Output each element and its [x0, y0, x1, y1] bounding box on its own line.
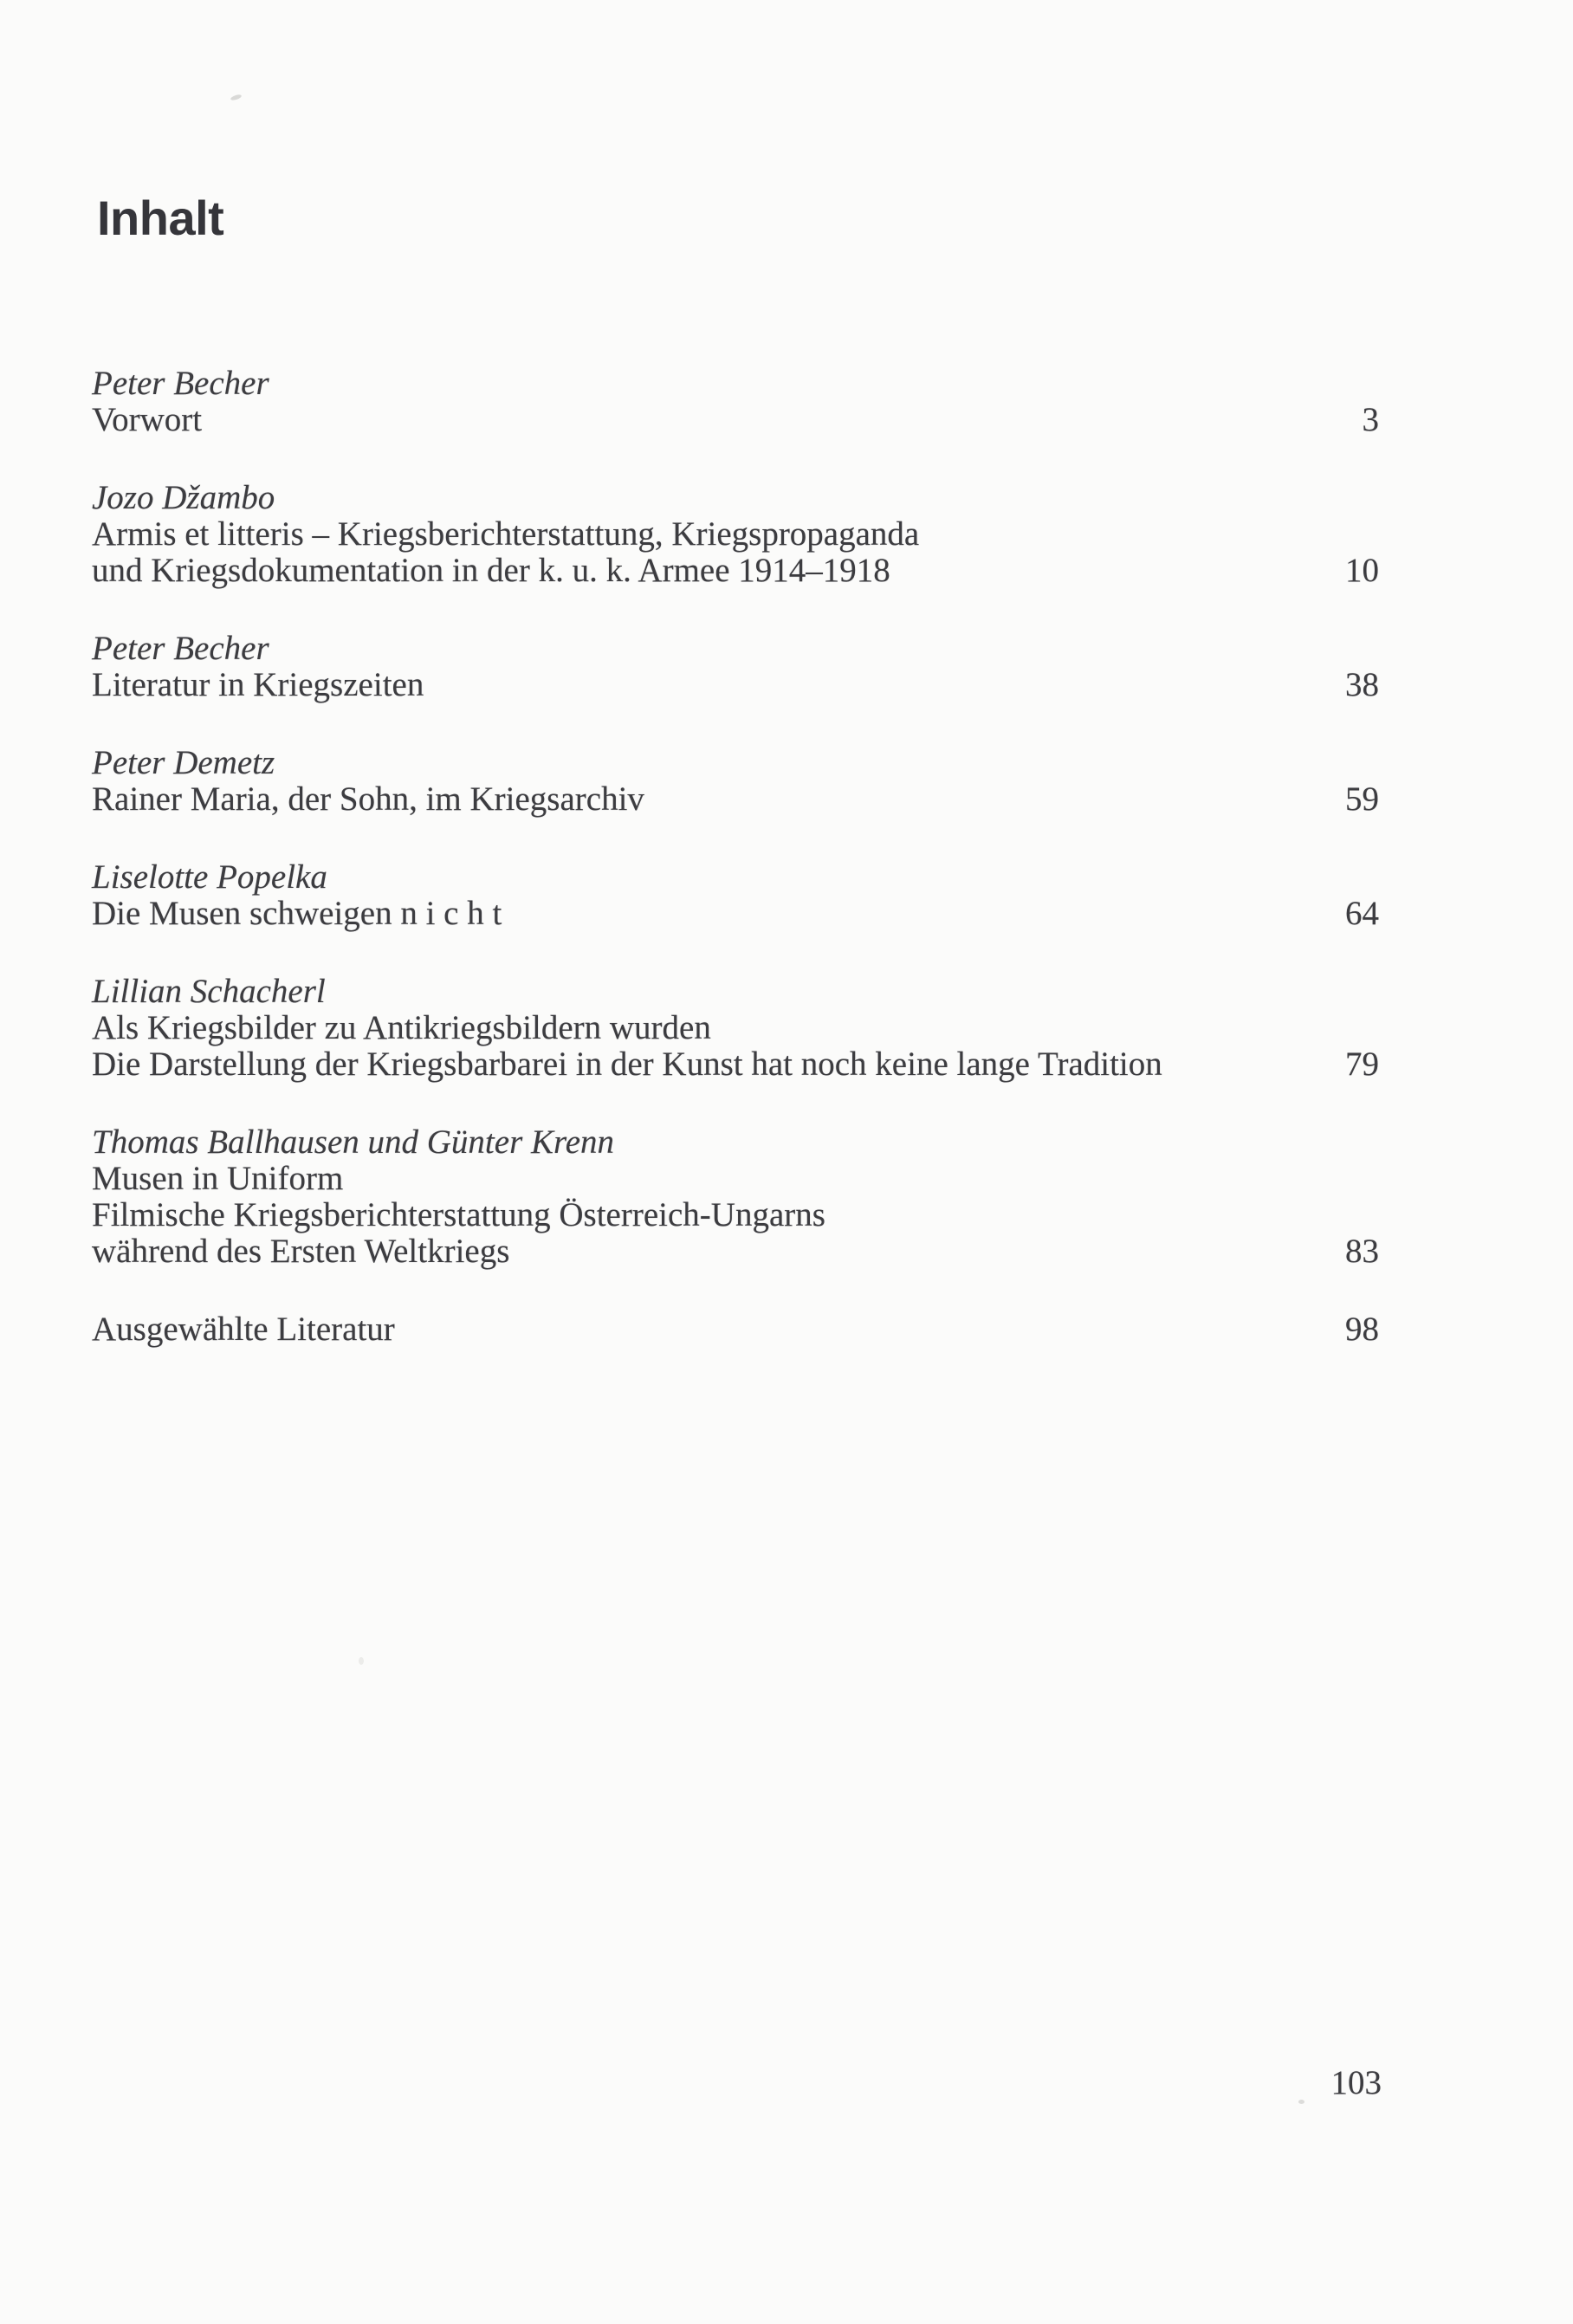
toc-author: Thomas Ballhausen und Günter Krenn [92, 1123, 615, 1161]
toc-author: Lillian Schacherl [92, 973, 326, 1010]
toc-line-text: Musen in Uniform [92, 1160, 344, 1197]
toc-author: Peter Becher [92, 630, 269, 667]
toc-page-number: 10 [1345, 552, 1379, 589]
toc-author-line [92, 745, 1379, 781]
toc-line [92, 1197, 1379, 1233]
toc-entry [92, 1311, 1379, 1348]
toc-author-line [92, 1124, 1379, 1161]
toc-entry [92, 366, 1379, 438]
toc-entry [92, 480, 1379, 589]
toc-entry [92, 974, 1379, 1083]
toc-line-text: Vorwort [92, 401, 203, 438]
footer-page-number: 103 [1330, 2064, 1382, 2101]
toc-page-number: 83 [1345, 1233, 1379, 1270]
toc-line-text: Filmische Kriegsberichterstattung Österreich-Ungarns [92, 1196, 825, 1233]
toc-page-number: 59 [1345, 780, 1379, 818]
toc-line [92, 781, 1379, 818]
toc-entry [92, 631, 1379, 703]
page-title: Inhalt [97, 191, 224, 245]
toc-line-text: Als Kriegsbilder zu Antikriegsbildern wurden [92, 1009, 711, 1046]
toc-line [92, 1233, 1379, 1270]
toc-page-number: 98 [1345, 1311, 1379, 1348]
toc-author-line [92, 480, 1379, 516]
toc-author: Peter Demetz [92, 744, 275, 781]
toc-line [92, 1010, 1379, 1046]
toc-line-text: und Kriegsdokumentation in der k. u. k. Armee 1914–1918 [92, 552, 890, 589]
toc-page-number: 3 [1362, 401, 1379, 438]
toc-line-text: Rainer Maria, der Sohn, im Kriegsarchiv [92, 780, 644, 818]
toc-line [92, 1161, 1379, 1197]
toc-page-number: 64 [1345, 895, 1379, 932]
toc-line-text: während des Ersten Weltkriegs [92, 1233, 510, 1270]
scan-speck [1298, 2100, 1304, 2104]
toc-entry [92, 745, 1379, 818]
toc-entry [92, 1124, 1379, 1270]
toc-author: Liselotte Popelka [92, 858, 327, 896]
toc-line-text: Literatur in Kriegszeiten [92, 666, 424, 703]
scan-speck [230, 94, 243, 101]
toc-author: Peter Becher [92, 365, 269, 402]
toc-page-number: 79 [1345, 1045, 1379, 1083]
toc-line-text: Ausgewählte Literatur [92, 1311, 395, 1348]
toc-line [92, 1311, 1379, 1348]
toc-line [92, 667, 1379, 703]
toc-line [92, 516, 1379, 553]
toc-author: Jozo Džambo [92, 479, 275, 516]
toc-line-text: Die Musen schweigen n i c h t [92, 895, 502, 932]
toc-line-text: Die Darstellung der Kriegsbarbarei in der Kunst hat noch keine lange Tradition [92, 1045, 1162, 1083]
toc-line-text: Armis et litteris – Kriegsberichterstattung, Kriegspropaganda [92, 515, 920, 553]
toc-line [92, 553, 1379, 589]
toc-line [92, 896, 1379, 932]
toc-entry [92, 859, 1379, 932]
scan-speck [359, 1657, 364, 1665]
toc-list [92, 366, 1379, 1348]
toc-line [92, 1046, 1379, 1083]
toc-author-line [92, 859, 1379, 896]
toc-author-line [92, 366, 1379, 402]
toc-page-number: 38 [1345, 666, 1379, 703]
toc-author-line [92, 631, 1379, 667]
toc-author-line [92, 974, 1379, 1010]
toc-line [92, 402, 1379, 438]
